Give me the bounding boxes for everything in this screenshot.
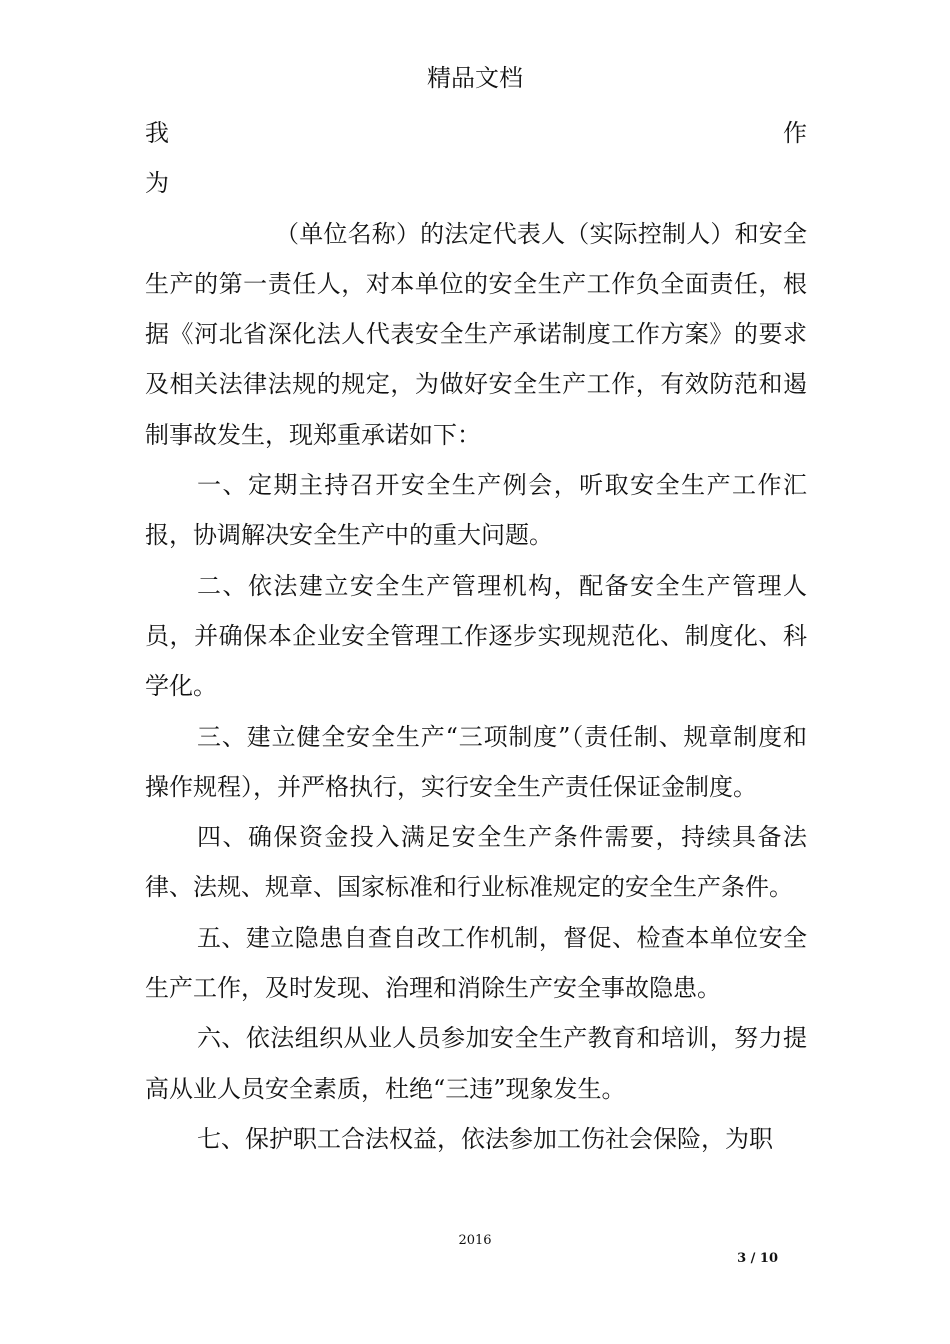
page-number: 3 / 10	[737, 1251, 778, 1266]
opening-paragraph: （单位名称）的法定代表人（实际控制人）和安全生产的第一责任人，对本单位的安全生产工作负全面责任，根据《河北省深化法人代表安全生产承诺制度工作方案》的要求及相关法律法规的规定，为做好安全生产工作，有效防范和遏制事故发生，现郑重承诺如下：	[145, 219, 807, 449]
commitment-item-2: 二、依法建立安全生产管理机构，配备安全生产管理人员，并确保本企业安全管理工作逐步实现规范化、制度化、科学化。	[145, 571, 807, 701]
footer-year: 2016	[458, 1233, 492, 1248]
opening-first-word: 我	[145, 119, 169, 147]
commitment-item-5: 五、建立隐患自查自改工作机制，督促、检查本单位安全生产工作，及时发现、治理和消除生产安全事故隐患。	[145, 923, 807, 1003]
commitment-item-1: 一、定期主持召开安全生产例会，听取安全生产工作汇报，协调解决安全生产中的重大问题。	[145, 471, 807, 550]
opening-line	[145, 108, 807, 158]
page-header-title: 精品文档	[427, 64, 523, 92]
commitment-item-6: 六、依法组织从业人员参加安全生产教育和培训，努力提高从业人员安全素质，杜绝“三违”现象发生。	[145, 1024, 807, 1103]
commitment-item-4: 四、确保资金投入满足安全生产条件需要，持续具备法律、法规、规章、国家标准和行业标准规定的安全生产条件。	[145, 823, 807, 902]
opening-last-word: 作	[783, 119, 807, 147]
document-body	[145, 108, 807, 1164]
commitment-item-3: 三、建立健全安全生产“三项制度”（责任制、规章制度和操作规程），并严格执行，实行安全生产责任保证金制度。	[145, 722, 807, 801]
opening-line-2: 为	[145, 169, 169, 198]
commitment-item-7: 七、保护职工合法权益，依法参加工伤社会保险，为职	[197, 1124, 773, 1153]
